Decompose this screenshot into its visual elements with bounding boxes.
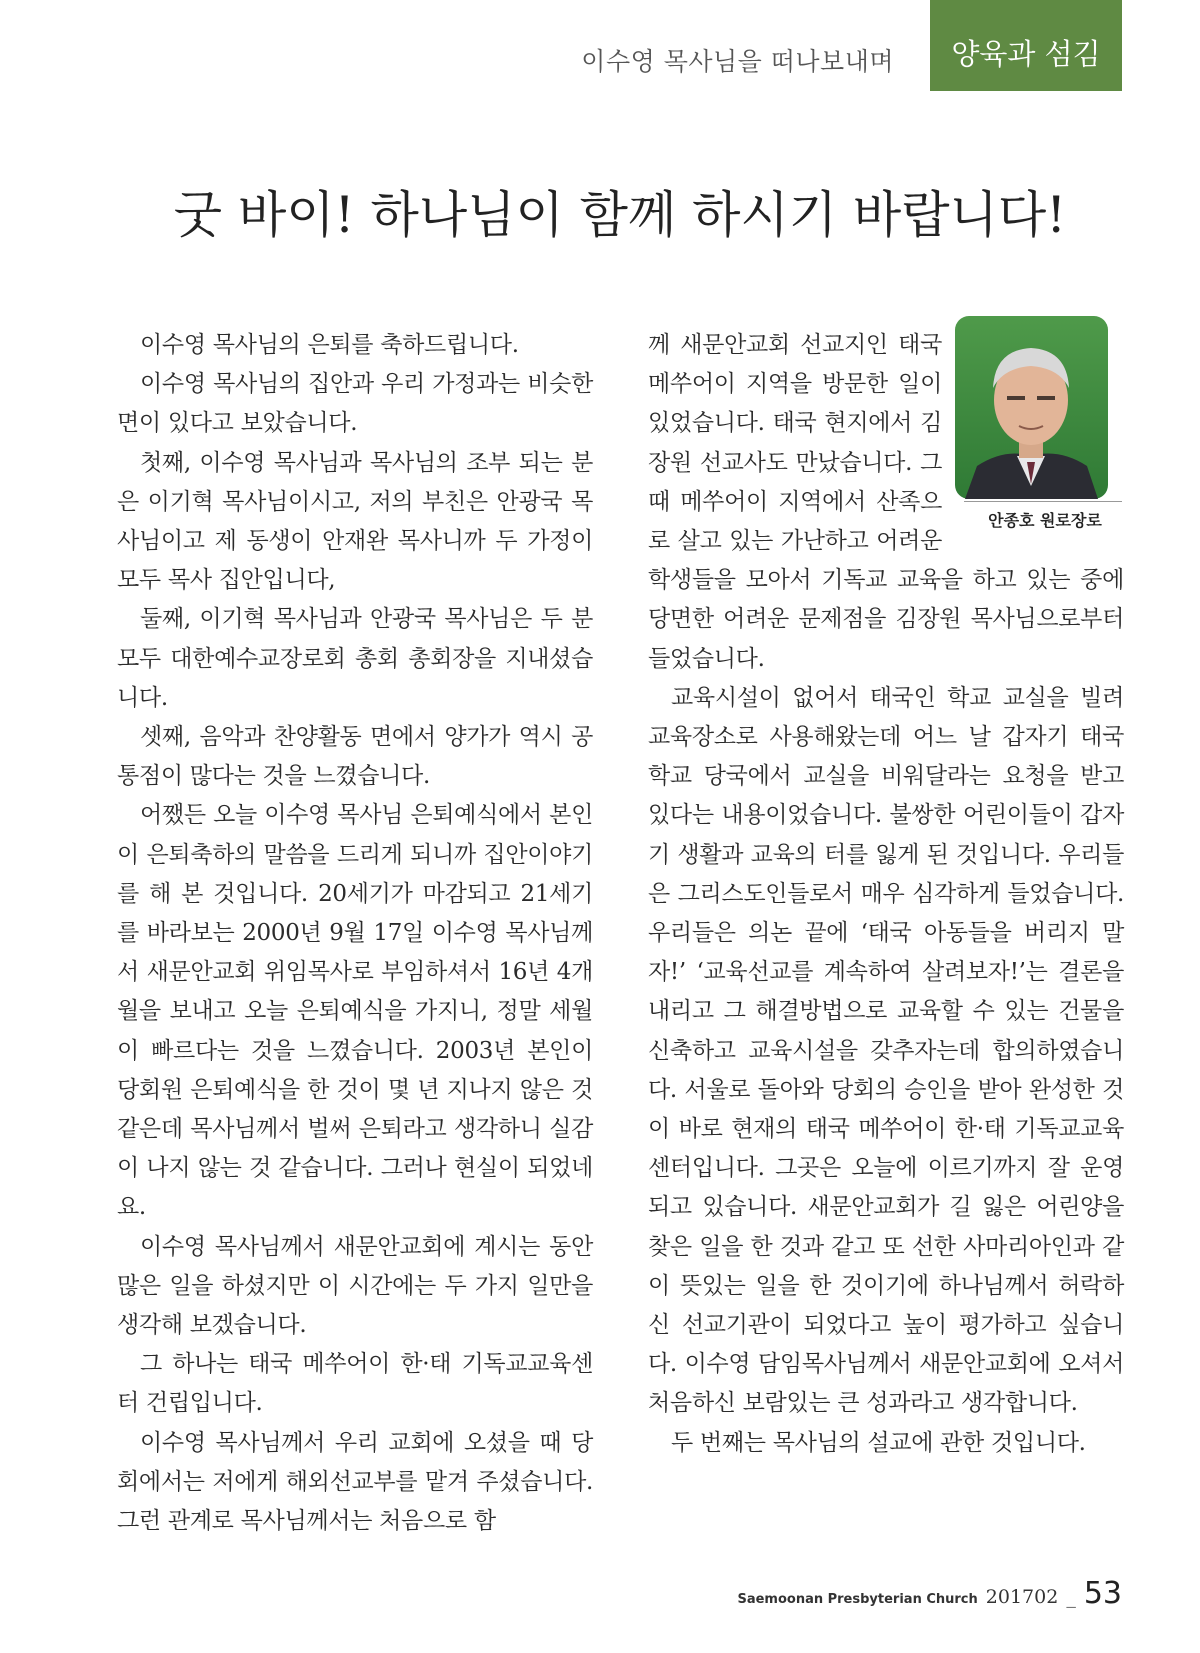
paragraph: 셋째, 음악과 찬양활동 면에서 양가가 역시 공통점이 많다는 것을 느꼈습니다.	[117, 724, 593, 790]
paragraph: 이수영 목사님께서 우리 교회에 오셨을 때 당회에서는 저에게 해외선교부를 맡겨 주셨습니다. 그런 관계로 목사님께서는 처음으로 함	[117, 1429, 593, 1535]
paragraph: 두 번째는 목사님의 설교에 관한 것입니다.	[671, 1429, 1086, 1456]
paragraph: 어쨌든 오늘 이수영 목사님 은퇴예식에서 본인이 은퇴축하의 말씀을 드리게 되니까 집안이야기를 해 본 것입니다. 20세기가 마감되고 21세기를 바라보는 2000년 9월 17일 이수영 목사님께서 새문안교회 위임목사로 부임하셔서 16년 4개월을 보내고 오늘 은퇴예식을 가지니, 정말 세월이 빠르다는 것을 느꼈습니다. 2003년 본인이 당회원 은퇴예식을 한 것이 몇 년 지나지 않은 것 같은데 목사님께서 벌써 은퇴라고 생각하니 실감이 나지 않는 것 같습니다. 그러나 현실이 되었네요.	[117, 802, 593, 1221]
author-photo	[955, 316, 1108, 516]
header-subtitle: 이수영 목사님을 떠나보내며	[581, 47, 894, 76]
paragraph: 교육시설이 없어서 태국인 학교 교실을 빌려 교육장소로 사용해왔는데 어느 날 갑자기 태국 학교 당국에서 교실을 비워달라는 요청을 받고 있다는 내용이었습니다. 불쌍한 어린이들이 갑자기 생활과 교육의 터를 잃게 된 것입니다. 우리들은 그리스도인들로서 매우 심각하게 들었습니다. 우리들은 의논 끝에 ‘태국 아동들을 버리지 말자!’ ‘교육선교를 계속하여 살려보자!’는 결론을 내리고 그 해결방법으로 교육할 수 있는 건물을 신축하고 교육시설을 갖추자는데 합의하였습니다. 서울로 돌아와 당회의 승인을 받아 완성한 것이 바로 현재의 태국 메쑤어이 한·태 기독교교육센터입니다. 그곳은 오늘에 이르기까지 잘 운영되고 있습니다. 새문안교회가 길 잃은 어린양을 찾은 일을 한 것과 같고 또 선한 사마리아인과 같이 뜻있는 일을 한 것이기에 하나님께서 허락하신 선교기관이 되었다고 높이 평가하고 싶습니다. 이수영 담임목사님께서 새문안교회에 오셔서 처음하신 보람있는 큰 성과라고 생각합니다.	[648, 684, 1124, 1417]
paragraph: 그 하나는 태국 메쑤어이 한·태 기독교교육센터 건립입니다.	[117, 1351, 593, 1417]
paragraph: 이수영 목사님께서 새문안교회에 계시는 동안 많은 일을 하셨지만 이 시간에는 두 가지 일만을 생각해 보겠습니다.	[117, 1233, 593, 1339]
left-column	[117, 326, 593, 1541]
magazine-name: Saemoonan Presbyterian Church	[737, 1592, 978, 1607]
author-portrait	[955, 316, 1108, 499]
article-title: 굿 바이! 하나님이 함께 하시기 바랍니다!	[173, 186, 1067, 244]
paragraph: 둘째, 이기혁 목사님과 안광국 목사님은 두 분 모두 대한예수교장로회 총회 총회장을 지내셨습니다.	[117, 606, 593, 711]
issue-number: 201702	[985, 1586, 1059, 1608]
footer-separator: _	[1066, 1586, 1076, 1608]
paragraph: 이수영 목사님의 은퇴를 축하드립니다.	[140, 332, 519, 358]
paragraph: 첫째, 이수영 목사님과 목사님의 조부 되는 분은 이기혁 목사님이시고, 저의 부친은 안광국 목사님이고 제 동생이 안재완 목사니까 두 가정이 모두 목사 집안입니다,	[117, 449, 593, 594]
page-number: 53	[1083, 1576, 1122, 1611]
paragraph: 께 새문안교회 선교지인 태국 메쑤어이 지역을 방문한 일이 있었습니다. 태국 현지에서 김장원 선교사도 만났습니다. 그때 메쑤어이 지역에서 산족으로 살고 있는 가난하고 어려운 학생들을 모아서 기독교 교육을 하고 있는 중에 당면한 어려운 문제점을 김장원 목사님으로부터 들었습니다.	[648, 332, 1124, 672]
caption-divider	[964, 501, 1122, 502]
paragraph: 이수영 목사님의 집안과 우리 가정과는 비슷한 면이 있다고 보았습니다.	[117, 371, 593, 437]
section-tab	[930, 0, 1122, 91]
page-footer	[737, 1576, 1122, 1611]
author-caption: 안종호 원로장로	[988, 511, 1102, 530]
section-label: 양육과 섬김	[951, 37, 1101, 71]
